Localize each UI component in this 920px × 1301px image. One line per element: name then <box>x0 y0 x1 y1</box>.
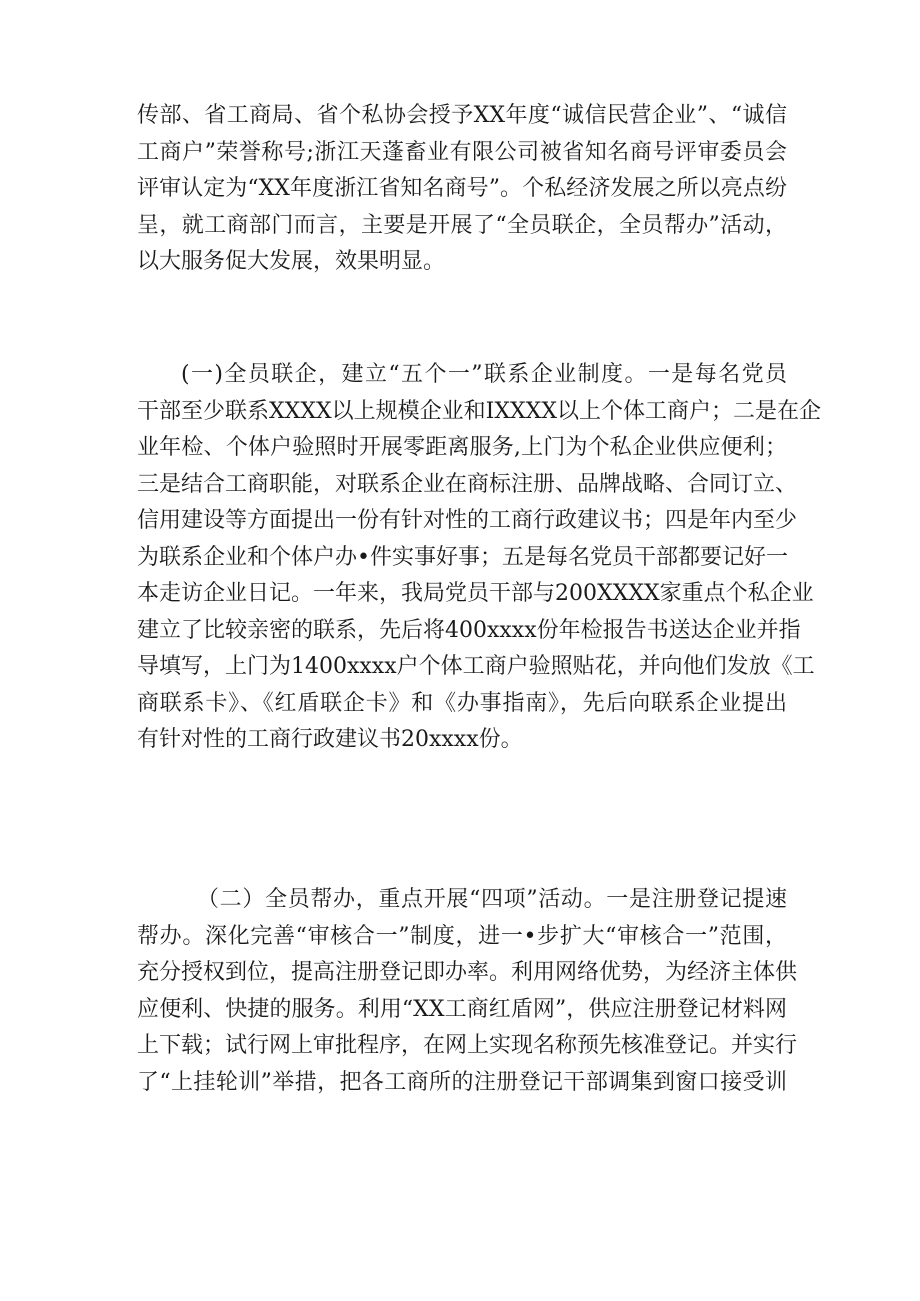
paragraph-line: 应便利、快捷的服务。利用“XX工商红盾网”，供应注册登记材料网 <box>137 996 787 1022</box>
paragraph-3 <box>137 882 798 1101</box>
paragraph-line: 三是结合工商职能，对联系企业在商标注册、品牌战略、合同订立、 <box>137 471 798 497</box>
paragraph-line: 充分授权到位，提高注册登记即办率。利用网络优势，为经济主体供 <box>137 960 798 985</box>
paragraph-line: 干部至少联系XXXX以上规模企业和IXXXX以上个体工商户；二是在企 <box>137 398 821 424</box>
paragraph-line: (一)全员联企，建立“五个一”联系企业制度。一是每名党员 <box>181 362 787 387</box>
paragraph-line: 业年检、个体户验照时开展零距离服务,上门为个私企业供应便利； <box>137 435 787 460</box>
paragraph-line: 建立了比较亲密的联系，先后将400xxxx份年检报告书送达企业并指 <box>137 617 801 643</box>
paragraph-line: 导填写，上门为1400xxxx户个体工商户验照贴花，并向他们发放《工 <box>137 654 815 679</box>
paragraph-line: 有针对性的工商行政建议书20xxxx份。 <box>137 727 523 752</box>
paragraph-line: 了“上挂轮训”举措，把各工商所的注册登记干部调集到窗口接受训 <box>137 1069 787 1095</box>
paragraph-line: 呈，就工商部门而言，主要是开展了“全员联企，全员帮办”活动， <box>137 212 787 238</box>
paragraph-line: 信用建设等方面提出一份有针对性的工商行政建议书；四是年内至少 <box>137 508 798 533</box>
paragraph-line: 评审认定为“XX年度浙江省知名商号”。个私经济发展之所以亮点纷 <box>137 176 787 201</box>
paragraph-1 <box>137 98 787 281</box>
paragraph-line: （二）全员帮办，重点开展“四项”活动。一是注册登记提速 <box>197 887 787 912</box>
paragraph-line: 传部、省工商局、省个私协会授予XX年度“诚信民营企业”、“诚信 <box>137 103 787 128</box>
paragraph-line: 商联系卡》、《红盾联企卡》和《办事指南》，先后向联系企业提出 <box>137 690 787 716</box>
paragraph-line: 为联系企业和个体户办•件实事好事；五是每名党员干部都要记好一 <box>137 544 788 570</box>
paragraph-line: 以大服务促大发展，效果明显。 <box>137 249 446 274</box>
paragraph-2 <box>137 357 821 759</box>
paragraph-line: 帮办。深化完善“审核合一”制度，进一•步扩大“审核合一”范围， <box>137 923 787 949</box>
paragraph-line: 工商户”荣誉称号;浙江天蓬畜业有限公司被省知名商号评审委员会 <box>137 139 787 165</box>
paragraph-line: 本走访企业日记。一年来，我局党员干部与200XXXX家重点个私企业 <box>137 581 814 606</box>
paragraph-line: 上下载；试行网上审批程序，在网上实现名称预先核准登记。并实行 <box>137 1033 798 1058</box>
